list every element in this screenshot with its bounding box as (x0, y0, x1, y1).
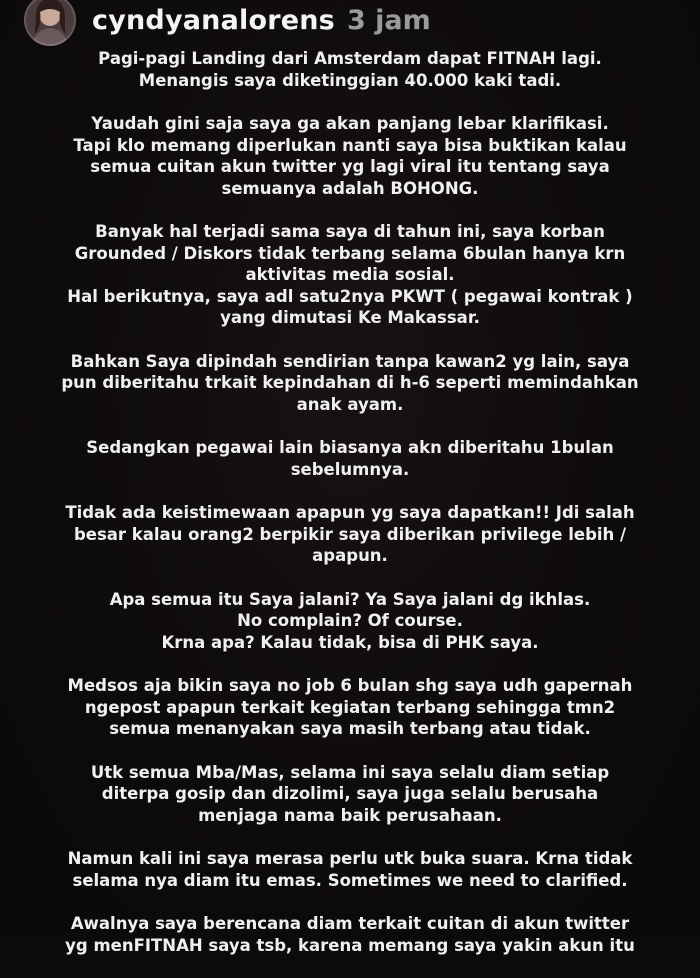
post-time-label: 3 jam (346, 4, 431, 36)
username-label[interactable]: cyndyanalorens (92, 4, 335, 36)
paragraph: Banyak hal terjadi sama saya di tahun ini, saya korban Grounded / Diskors tidak terbang selama 6bulan hanya krn aktivitas media sosial. Hal berikutnya, saya adl satu2nya PKWT ( pegawai kontrak ) yang dimutasi Ke Makassar. (67, 222, 633, 327)
paragraph: Namun kali ini saya merasa perlu utk buka suara. Krna tidak selama nya diam itu emas. Sometimes we need to clarified. (67, 849, 633, 890)
paragraph: Utk semua Mba/Mas, selama ini saya selalu diam setiap diterpa gosip dan dizolimi, saya juga selalu berusaha menjaga nama baik perusahaan. (90, 762, 610, 825)
story-text-content (20, 48, 680, 978)
paragraph: Yaudah gini saja saya ga akan panjang lebar klarifikasi. Tapi klo memang diperlukan nanti saya bisa buktikan kalau semua cuitan akun twitter yg lagi viral itu tentang saya semuanya adalah BOHONG. (73, 114, 627, 198)
story-header (24, 0, 431, 46)
avatar-ring (24, 0, 76, 46)
paragraph: Apa semua itu Saya jalani? Ya Saya jalani dg ikhlas. No complain? Of course. Krna apa? Kalau tidak, bisa di PHK saya. (109, 589, 591, 652)
paragraph: Awalnya saya berencana diam terkait cuitan di akun twitter yg menFITNAH saya tsb, karena memang saya yakin akun itu (65, 914, 635, 955)
paragraph: Bahkan Saya dipindah sendirian tanpa kawan2 yg lain, saya pun diberitahu trkait kepindahan di h-6 seperti memindahkan anak ayam. (61, 351, 639, 414)
paragraph: Sedangkan pegawai lain biasanya akn diberitahu 1bulan sebelumnya. (86, 438, 614, 479)
paragraph: Medsos aja bikin saya no job 6 bulan shg saya udh gapernah ngepost apapun terkait kegiatan terbang sehingga tmn2 semua menanyakan saya masih terbang atau tidak. (67, 676, 633, 738)
profile-avatar[interactable] (24, 0, 76, 46)
paragraph: Pagi-pagi Landing dari Amsterdam dapat FITNAH lagi. Menangis saya diketinggian 40.000 kaki tadi. (98, 49, 602, 90)
paragraph: Tidak ada keistimewaan apapun yg saya dapatkan!! Jdi salah besar kalau orang2 berpikir saya diberikan privilege lebih / apapun. (65, 503, 635, 565)
